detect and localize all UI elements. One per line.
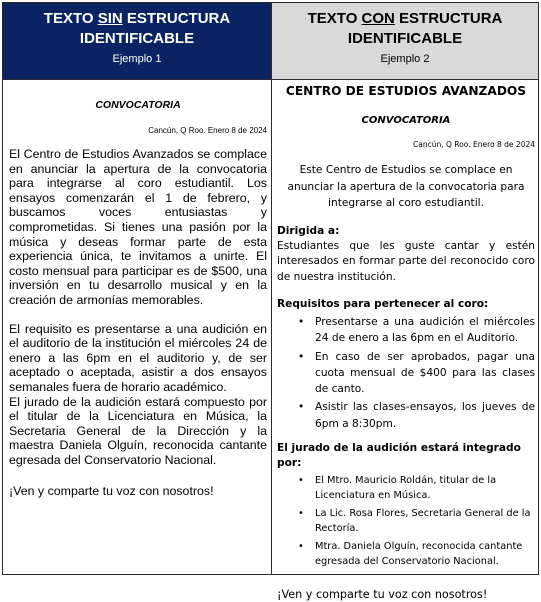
header-con-estructura (272, 3, 538, 79)
bullet-icon: • (298, 350, 305, 363)
right-header-underlined-word: CON (361, 10, 395, 27)
bullet-icon: • (298, 316, 305, 328)
requisito-item: • En caso de ser aprobados, pagar una cuota mensual de $400 para las clases de canto. (298, 350, 535, 396)
left-column-text (9, 80, 267, 499)
jurado-heading: El jurado de la audición estará integrado por: (277, 442, 521, 470)
right-header-subtitle: Ejemplo 2 (380, 53, 430, 65)
jurado-item: • El Mtro. Mauricio Roldán, titular de la Licenciatura en Música. (298, 475, 497, 502)
left-closing: ¡Ven y comparte tu voz con nosotros! (9, 484, 214, 499)
requisito-item: • Asistir las clases-ensayos, los jueves de 6pm a 8:30pm. (298, 401, 535, 430)
dirigida-text: Estudiantes que les guste cantar y estén interesados en formar parte del reconocido coro de nuestra institución. (277, 239, 535, 283)
jurado-list (277, 473, 535, 569)
dirigida-heading: Dirigida a: (277, 224, 340, 237)
left-header-subtitle: Ejemplo 1 (112, 53, 162, 65)
left-date: Cancún, Q Roo. Enero 8 de 2024 (148, 126, 267, 135)
right-intro: Este Centro de Estudios se complace en anunciar la apertura de la convocatoria para integrarse al coro estudiantil. (287, 164, 525, 209)
right-convocatoria-heading: CONVOCATORIA (361, 115, 451, 126)
right-date: Cancún, Q Roo. Enero 8 de 2024 (413, 140, 535, 149)
right-column-text (277, 80, 535, 602)
bullet-icon: • (298, 475, 304, 487)
left-header-title: TEXTO SIN ESTRUCTURA (43, 10, 231, 27)
jurado-item: • La Lic. Rosa Flores, Secretaria General de la Rectoría. (298, 507, 531, 535)
jurado-item: • Mtra. Daniela Olguín, reconocida cantante egresada del Conservatorio Nacional. (298, 540, 523, 568)
column-divider (271, 3, 272, 574)
left-convocatoria-heading: CONVOCATORIA (95, 99, 181, 111)
right-center-title: CENTRO DE ESTUDIOS AVANZADOS (285, 84, 527, 98)
requisitos-list (277, 314, 535, 432)
left-header-underlined-word: SIN (97, 10, 123, 27)
comparison-table (2, 2, 539, 601)
right-header-title: TEXTO CON ESTRUCTURA (307, 10, 503, 27)
left-paragraph-3: El jurado de la audición estará compuesto por el titular de la Licenciatura en Música, la Secretaria General de la Dirección y la maestra Daniela Olguín, reconocida cantante egresada del Conservatorio Nacional. (9, 394, 267, 467)
requisitos-heading: Requisitos para pertenecer al coro: (277, 298, 489, 310)
left-paragraph-2: El requisito es presentarse a una audición en el auditorio de la institución el miércoles 24 de enero a las 6pm en el auditorio y, de ser aceptado o aceptada, asistir a dos ensayos semanales fuera de horario académico. (9, 321, 267, 394)
bullet-icon: • (298, 540, 304, 552)
header-sin-estructura (3, 3, 271, 79)
left-header-title-line2: IDENTIFICABLE (79, 30, 195, 47)
right-header-title-line2: IDENTIFICABLE (347, 30, 463, 47)
right-closing: ¡Ven y comparte tu voz con nosotros! (277, 587, 488, 601)
bullet-icon: • (298, 401, 305, 414)
left-paragraph-1: El Centro de Estudios Avanzados se complace en anunciar la apertura de la convocatoria para integrarse al coro estudiantil. Los ensayos comenzarán el 1 de febrero, y buscamos voces entusiastas y comprometidas. Si tienes una pasión por la música y deseas formar parte de esta experiencia única, te invitamos a unirte. El costo mensual para participar es de $500, una inversión en tu desarrollo musical y en la creación de armonías memorables. (9, 147, 267, 307)
bullet-icon: • (298, 507, 304, 519)
requisito-item: • Presentarse a una audición el miércoles 24 de enero a las 6pm en el Auditorio. (298, 316, 535, 345)
